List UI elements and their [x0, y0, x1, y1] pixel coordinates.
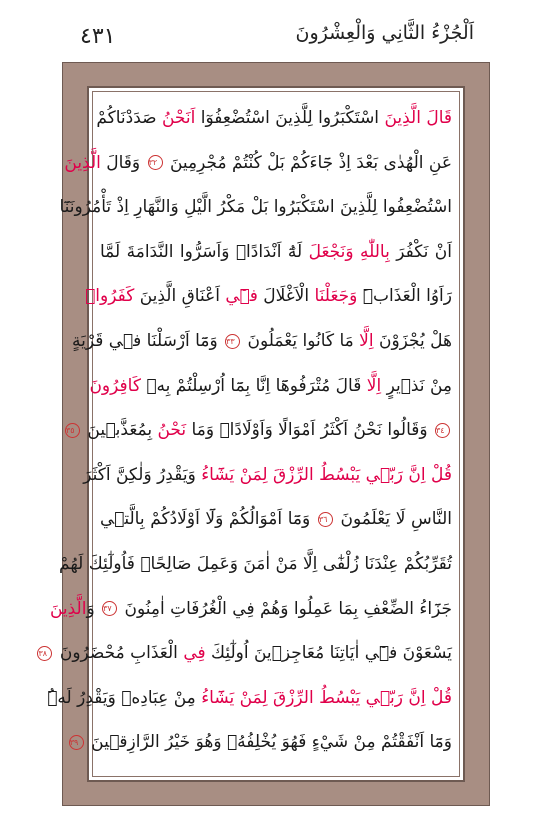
highlighted-text: نَحْنُ — [157, 420, 187, 441]
verse-number-mark: ٣٧ — [102, 601, 117, 616]
text-segment: وَمَٓا اَرْسَلْنَا فٖي قَرْيَةٍ — [71, 331, 224, 351]
text-segment: مَا كَانُوا يَعْمَلُونَ — [242, 331, 360, 351]
page-number: ٤٣١ — [80, 24, 116, 49]
text-line — [49, 587, 452, 632]
highlighted-text: قُلْ اِنَّ رَبّٖي يَبْسُطُ الرِّزْقَ لِمَنْ يَشَٓاءُ — [201, 687, 452, 708]
text-line — [69, 720, 452, 765]
text-line — [38, 631, 452, 676]
text-line — [65, 408, 452, 453]
text-segment: الْاَغْلَالَ — [257, 286, 315, 307]
verse-number-mark: ٣٥ — [65, 423, 80, 438]
highlighted-text: بِاللّٰهِ وَنَجْعَلَ — [308, 241, 390, 262]
text-line — [59, 185, 452, 230]
text-segment: هَلْ يُجْزَوْنَ — [373, 331, 452, 351]
verse-number-mark: ٣٩ — [69, 735, 84, 750]
highlighted-text: قَالَ الَّذِينَ — [384, 108, 452, 128]
text-line — [100, 230, 452, 275]
text-segment: وَمَٓا اَمْوَالُكُمْ وَلَٓا اَوْلَادُكُمْ بِالَّتٖي — [100, 509, 316, 530]
highlighted-text: اَنَحْنُ — [161, 108, 196, 128]
text-segment: مِنْ نَذٖيرٍ — [381, 375, 452, 396]
text-line — [83, 453, 452, 498]
highlighted-text: كَافِرُونَ — [89, 375, 141, 396]
highlighted-text: فٖٓي — [225, 286, 258, 307]
text-segment: اسْتَكْبَرُوا لِلَّذِينَ اسْتُضْعِفُوٓا — [195, 108, 385, 128]
text-line — [89, 364, 452, 409]
text-segment: بِمُعَذَّبٖينَ — [81, 420, 158, 441]
verse-number-mark: ٣٣ — [225, 334, 240, 349]
text-segment: صَدَدْنَاكُمْ — [96, 108, 162, 128]
text-segment: وَ — [86, 598, 101, 619]
highlighted-text: اِلَّا — [366, 375, 382, 396]
highlighted-text: قُلْ اِنَّ رَبّٖي يَبْسُطُ الرِّزْقَ لِمَنْ يَشَٓاءُ — [201, 464, 452, 485]
text-segment: اَنْ نَكْفُرَ — [389, 241, 452, 262]
verse-number-mark: ٣٢ — [148, 155, 163, 170]
text-segment: يَسْعَوْنَ فٖٓي اٰيَاتِنَا مُعَاجِزٖينَ اُولٰٓئِكَ — [205, 643, 452, 664]
quran-text-block — [38, 96, 452, 766]
text-segment: وَقَالُوا نَحْنُ اَكْثَرُ اَمْوَالًا وَاَوْلَادًاۙ وَمَا — [186, 420, 433, 441]
highlighted-text: فِي — [183, 643, 206, 664]
text-line — [59, 542, 452, 587]
highlighted-text: الَّذِينَ — [49, 598, 87, 619]
verse-number-mark: ٣٨ — [37, 646, 52, 661]
text-segment: رَاَوُا الْعَذَابَۜ — [357, 286, 452, 307]
text-segment: اسْتُضْعِفُوا لِلَّذِينَ اسْتَكْبَرُوا بَلْ مَكْرُ الَّيْلِ وَالنَّهَارِ اِذْ تَأْمُرُونَنَٓا — [59, 197, 452, 218]
verse-number-mark: ٣٦ — [318, 512, 333, 527]
text-segment: جَزَٓاءُ الضِّعْفِ بِمَا عَمِلُوا وَهُمْ فِي الْغُرُفَاتِ اٰمِنُونَ — [119, 598, 452, 619]
text-segment: الْعَذَابِ مُحْضَرُونَ — [54, 643, 184, 664]
highlighted-text: اِلَّا — [359, 331, 374, 351]
highlighted-text: الَّذِينَ — [64, 152, 101, 173]
verse-number-mark: ٣٤ — [435, 423, 450, 438]
text-segment: اَعْنَاقِ الَّذِينَ — [134, 286, 226, 307]
text-segment: لَهُٓ اَنْدَادًاۜ وَاَسَرُّوا النَّدَامَةَ لَمَّا — [100, 241, 309, 262]
text-line — [47, 676, 452, 721]
text-segment: تُقَرِّبُكُمْ عِنْدَنَا زُلْفٰٓى اِلَّا مَنْ اٰمَنَ وَعَمِلَ صَالِحًاۘ فَاُولٰٓئِكَ لَهُمْ — [59, 554, 452, 574]
text-line — [64, 141, 452, 186]
text-segment: وَيَقْدِرُ وَلٰكِنَّ اَكْثَرَ — [83, 464, 202, 485]
text-segment: وَقَالَ — [100, 152, 146, 173]
text-segment: مِنْ عِبَادِهٖ وَيَقْدِرُ لَهُۜ — [47, 687, 202, 708]
text-segment: قَالَ مُتْرَفُوهَٓا اِنَّا بِمَٓا اُرْسِلْتُمْ بِهٖ — [140, 375, 367, 396]
text-line — [100, 497, 452, 542]
highlighted-text: كَفَرُواۜ — [85, 286, 135, 307]
page-header — [70, 22, 480, 52]
text-line — [71, 319, 452, 364]
text-segment: وَمَٓا اَنْفَقْتُمْ مِنْ شَيْءٍ فَهُوَ يُخْلِفُهُۚ وَهُوَ خَيْرُ الرَّازِقٖينَ — [85, 732, 452, 753]
juz-title: اَلْجُزْءُ الثَّانِي وَالْعِشْرُونَ — [295, 22, 474, 44]
highlighted-text: وَجَعَلْنَا — [314, 286, 358, 307]
text-segment: النَّاسِ لَا يَعْلَمُونَ — [334, 509, 452, 530]
text-segment: عَنِ الْهُدٰى بَعْدَ اِذْ جَٓاءَكُمْ بَلْ كُنْتُمْ مُجْرِمِينَ — [164, 152, 452, 173]
text-line — [85, 274, 452, 319]
text-line — [96, 96, 452, 141]
